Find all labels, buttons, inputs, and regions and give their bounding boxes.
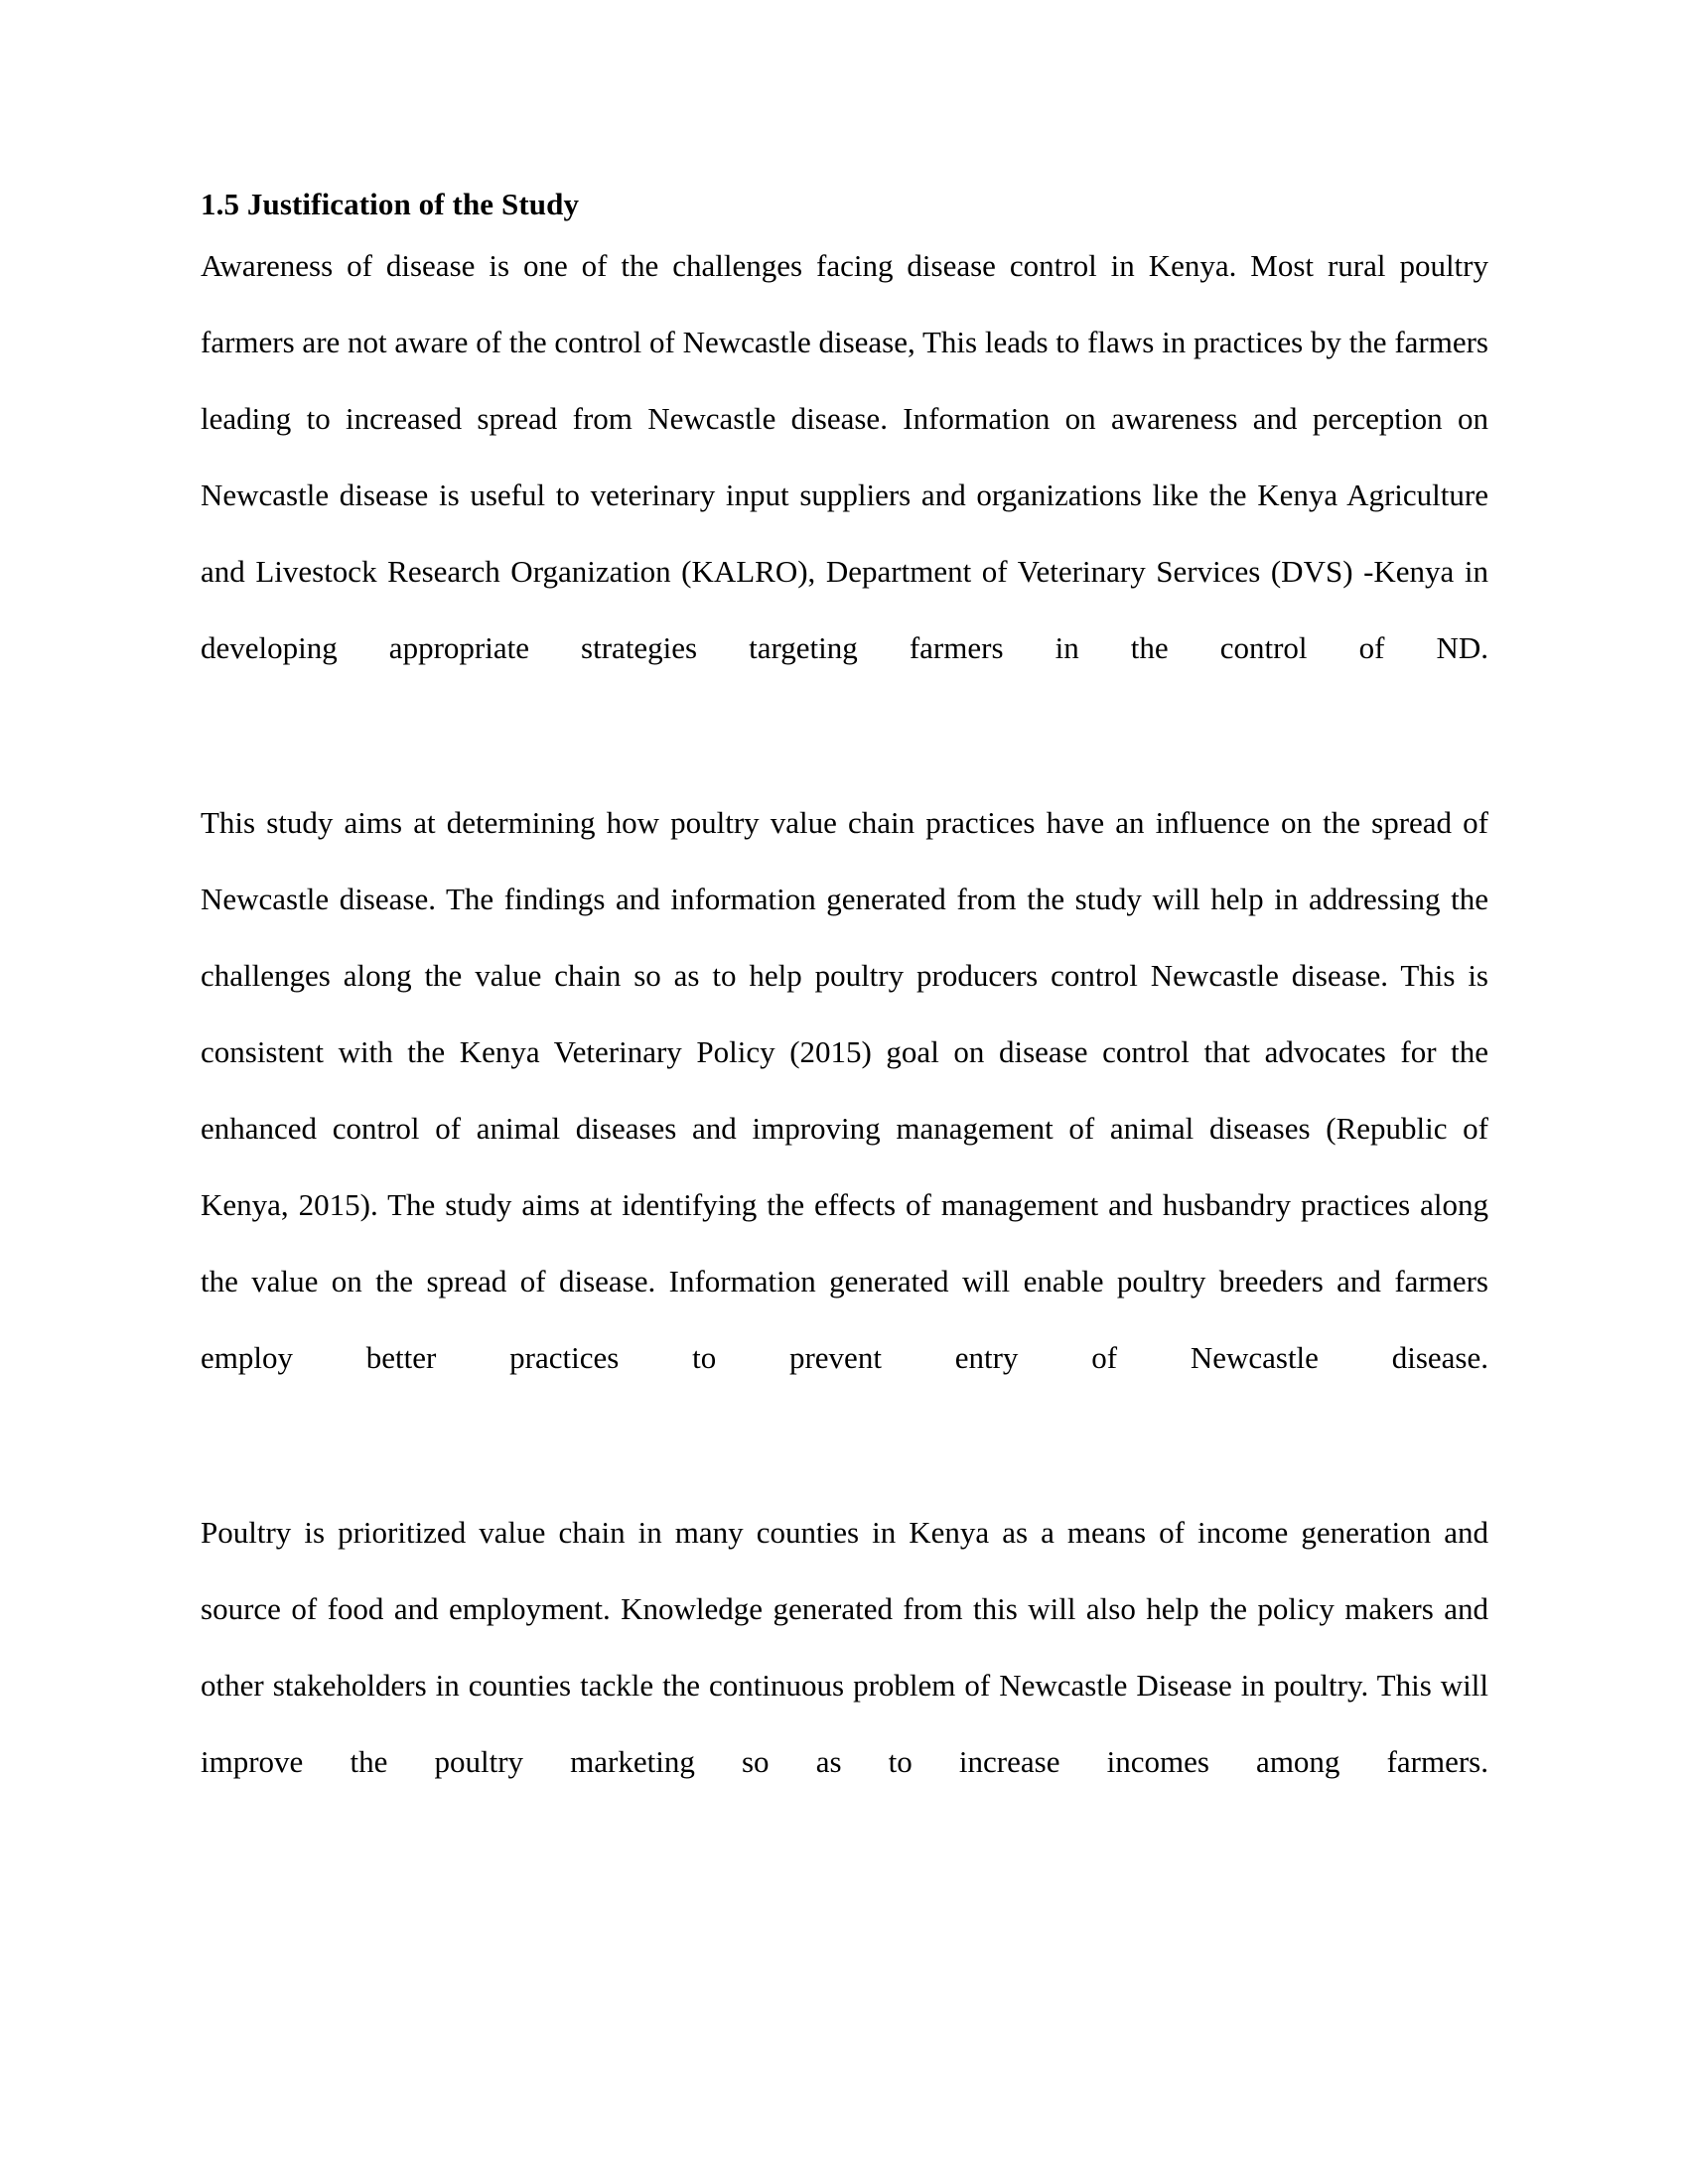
document-text-column [201, 182, 1488, 1876]
section-heading: 1.5 Justification of the Study [201, 187, 580, 221]
paragraph-study-aims: This study aims at determining how poultry value chain practices have an influence on the spread of Newcastle disease. The findings and information generated from the study will help in addressing the challenges along the value chain so as to help poultry producers control Newcastle disease. This is consistent with the Kenya Veterinary Policy (2015) goal on disease control that advocates for the enhanced control of animal diseases and improving management of animal diseases (Republic of Kenya, 2015). The study aims at identifying the effects of management and husbandry practices along the value on the spread of disease. Information generated will enable poultry breeders and farmers employ better practices to prevent entry of Newcastle disease. [201, 805, 1488, 1375]
paragraph-poultry-value-chain: Poultry is prioritized value chain in many counties in Kenya as a means of income generation and source of food and employment. Knowledge generated from this will also help the policy makers and other stakeholders in counties tackle the continuous problem of Newcastle Disease in poultry. This will improve the poultry marketing so as to increase incomes among farmers. [201, 1515, 1488, 1779]
paragraph-justification-intro: Awareness of disease is one of the challenges facing disease control in Kenya. Most rural poultry farmers are not aware of the control of Newcastle disease, This leads to flaws in practices by the farmers leading to increased spread from Newcastle disease. Information on awareness and perception on Newcastle disease is useful to veterinary input suppliers and organizations like the Kenya Agriculture and Livestock Research Organization (KALRO), Department of Veterinary Services (DVS) -Kenya in developing appropriate strategies targeting farmers in the control of ND. [201, 248, 1488, 665]
